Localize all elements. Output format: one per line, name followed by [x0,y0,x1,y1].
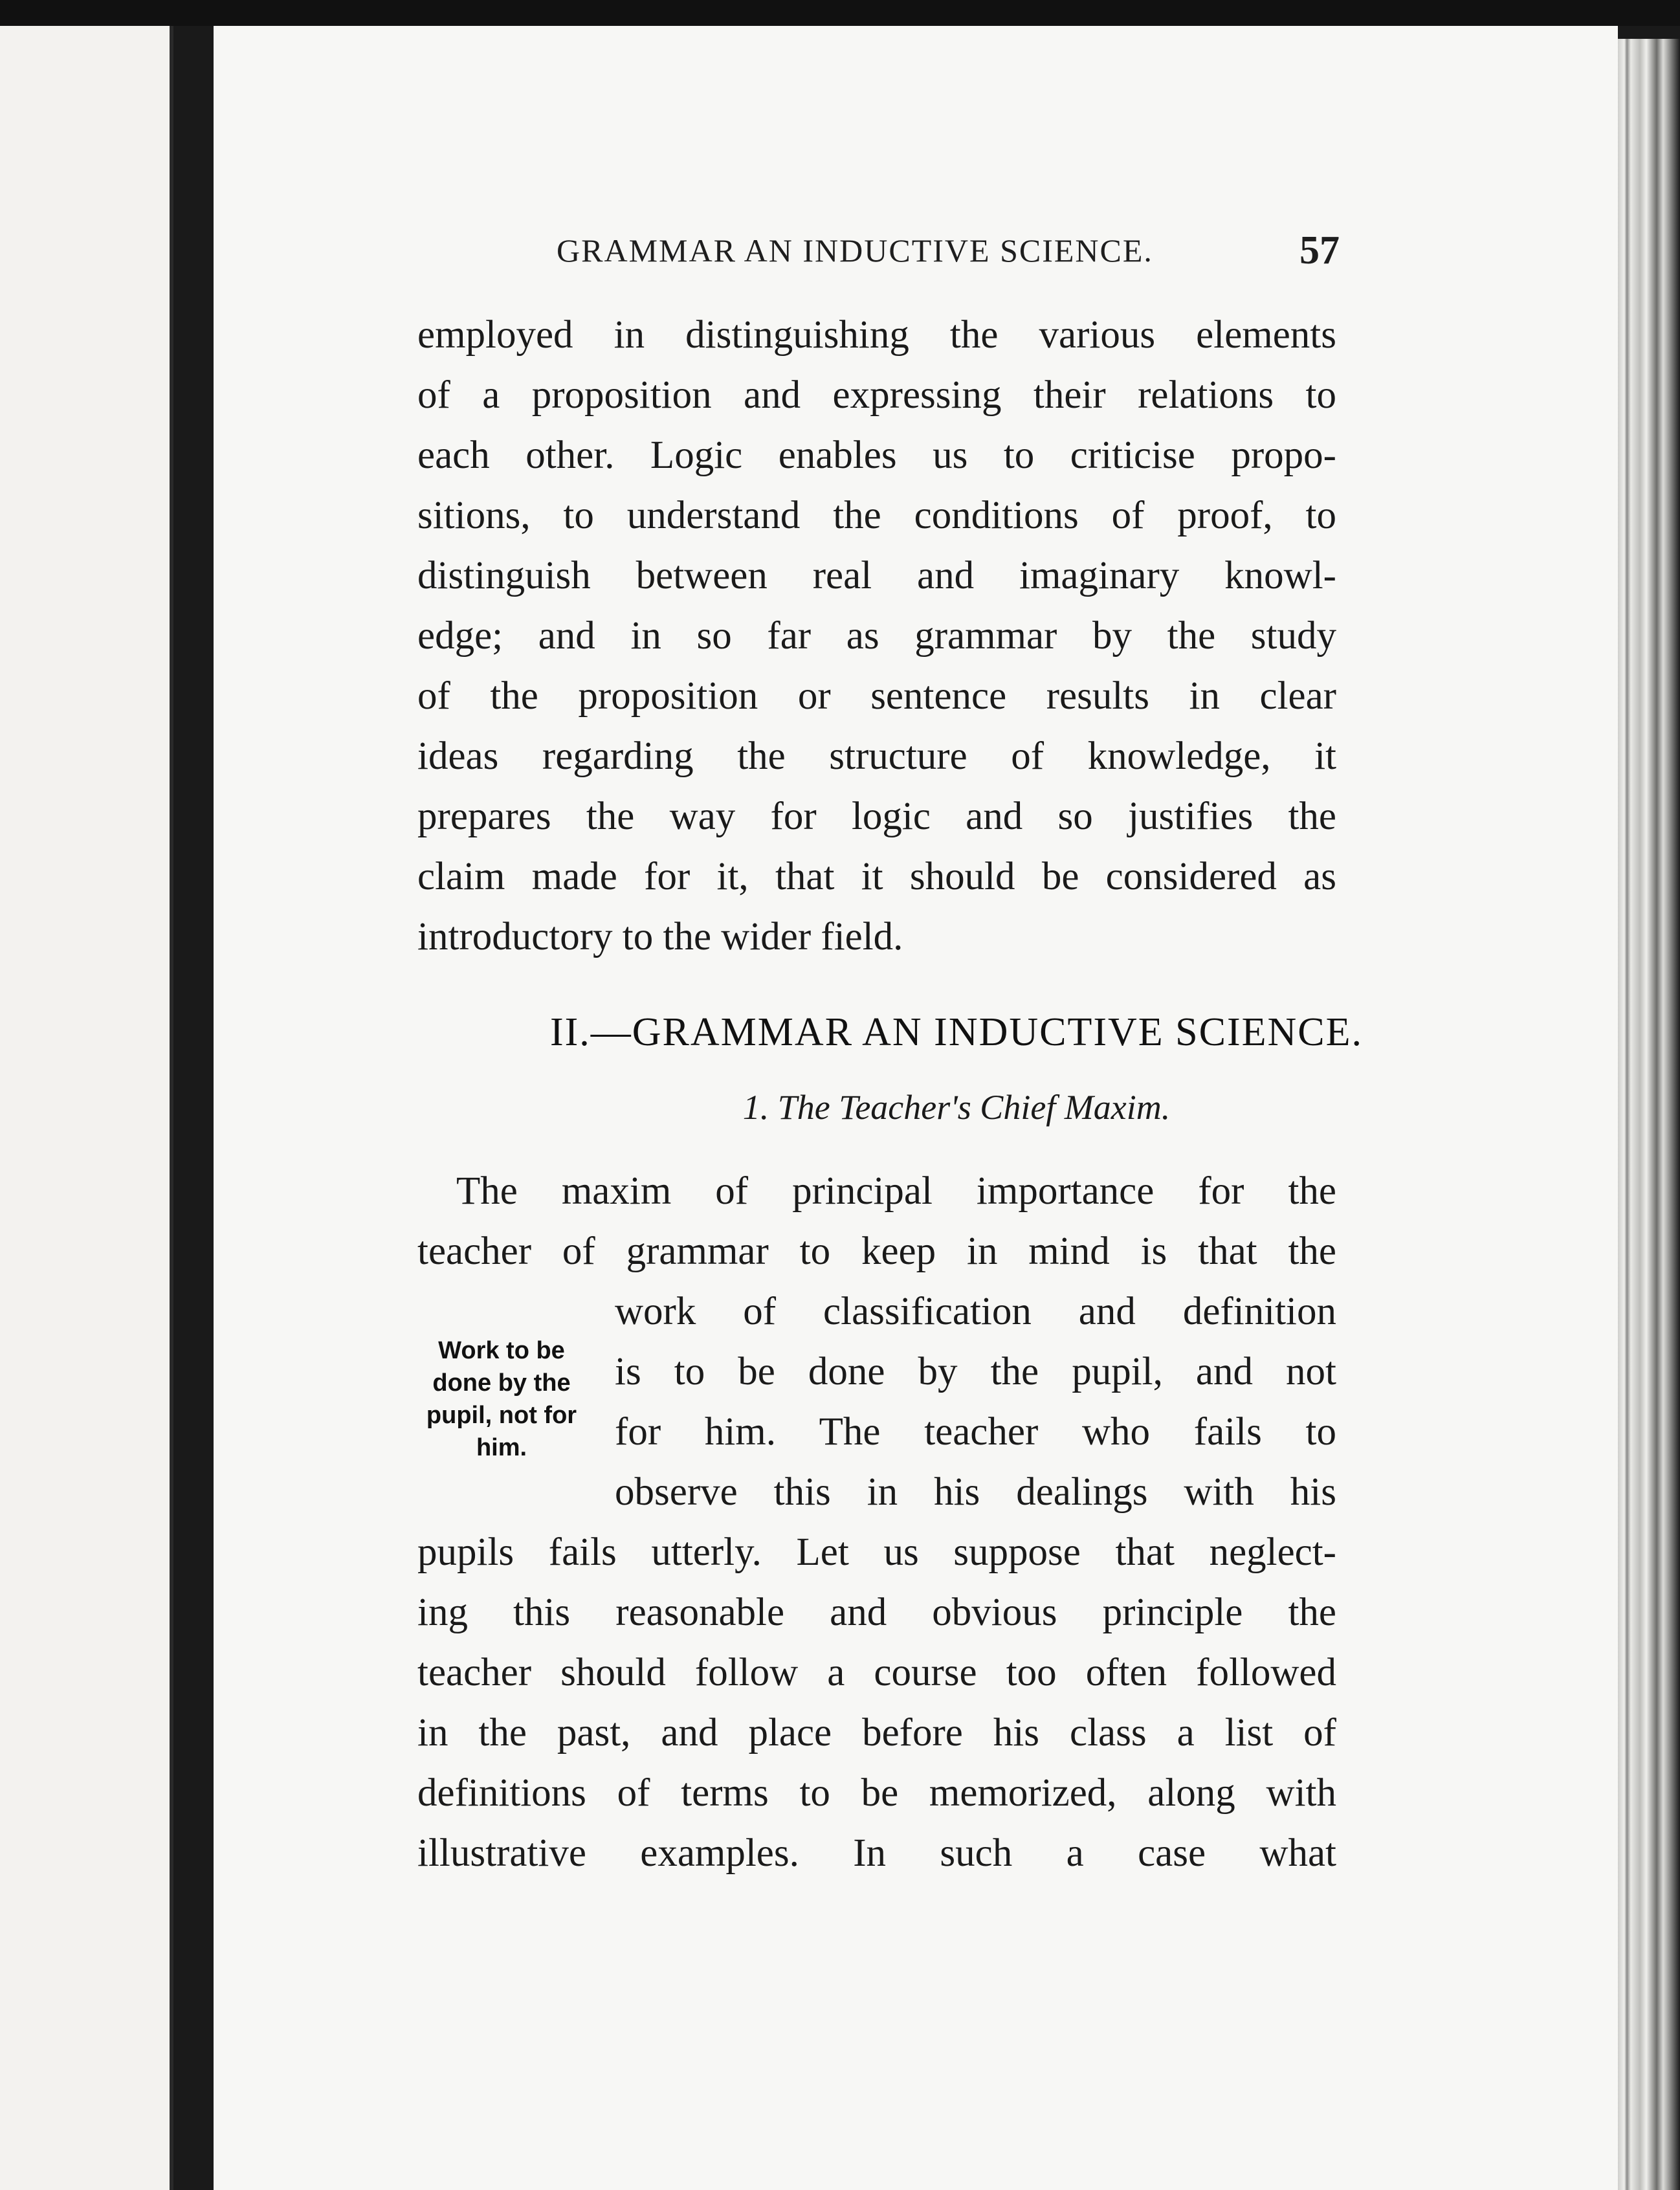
text-line: for him. The teacher who fails to [615,1410,1336,1454]
text-line: in the past, and place before his class a list of [417,1711,1336,1754]
text-line: work of classification and definition [615,1290,1336,1333]
text-line: The maxim of principal importance for the [456,1169,1336,1213]
text-line: employed in distinguishing the various elements [417,313,1336,357]
text-line: edge; and in so far as grammar by the study [417,614,1336,658]
text-line: of the proposition or sentence results in clear [417,674,1336,718]
text-line: distinguish between real and imaginary knowl- [417,554,1336,597]
text-line: teacher should follow a course too often followed [417,1651,1336,1694]
text-line: ing this reasonable and obvious principle the [417,1591,1336,1634]
page-number: 57 [1299,228,1340,272]
text-line: prepares the way for logic and so justifies the [417,795,1336,838]
text-line: sitions, to understand the conditions of proof, to [417,494,1336,537]
running-head: GRAMMAR AN INDUCTIVE SCIENCE. [557,232,1153,269]
page-header [557,228,1340,280]
text-line: observe this in his dealings with his [615,1470,1336,1514]
text-line: definitions of terms to be memorized, along with [417,1771,1336,1815]
text-line: claim made for it, that it should be considered as [417,855,1336,898]
text-line: of a proposition and expressing their relations to [417,373,1336,417]
text-line: ideas regarding the structure of knowledge, it [417,735,1336,778]
text-line: teacher of grammar to keep in mind is that the [417,1230,1336,1273]
margin-note: Work to be done by the pupil, not for him. [426,1337,577,1461]
text-line: introductory to the wider field. [417,915,903,958]
text-line: illustrative examples. In such a case what [417,1831,1336,1875]
text-line: each other. Logic enables us to criticise propo- [417,434,1336,477]
scan-top-border [0,0,1680,26]
section-heading: II.—GRAMMAR AN INDUCTIVE SCIENCE. [549,1010,1364,1054]
text-line: pupils fails utterly. Let us suppose that neglect- [417,1531,1336,1574]
section-subheading: 1. The Teacher's Chief Maxim. [742,1088,1171,1127]
text-line: is to be done by the pupil, and not [615,1350,1336,1393]
